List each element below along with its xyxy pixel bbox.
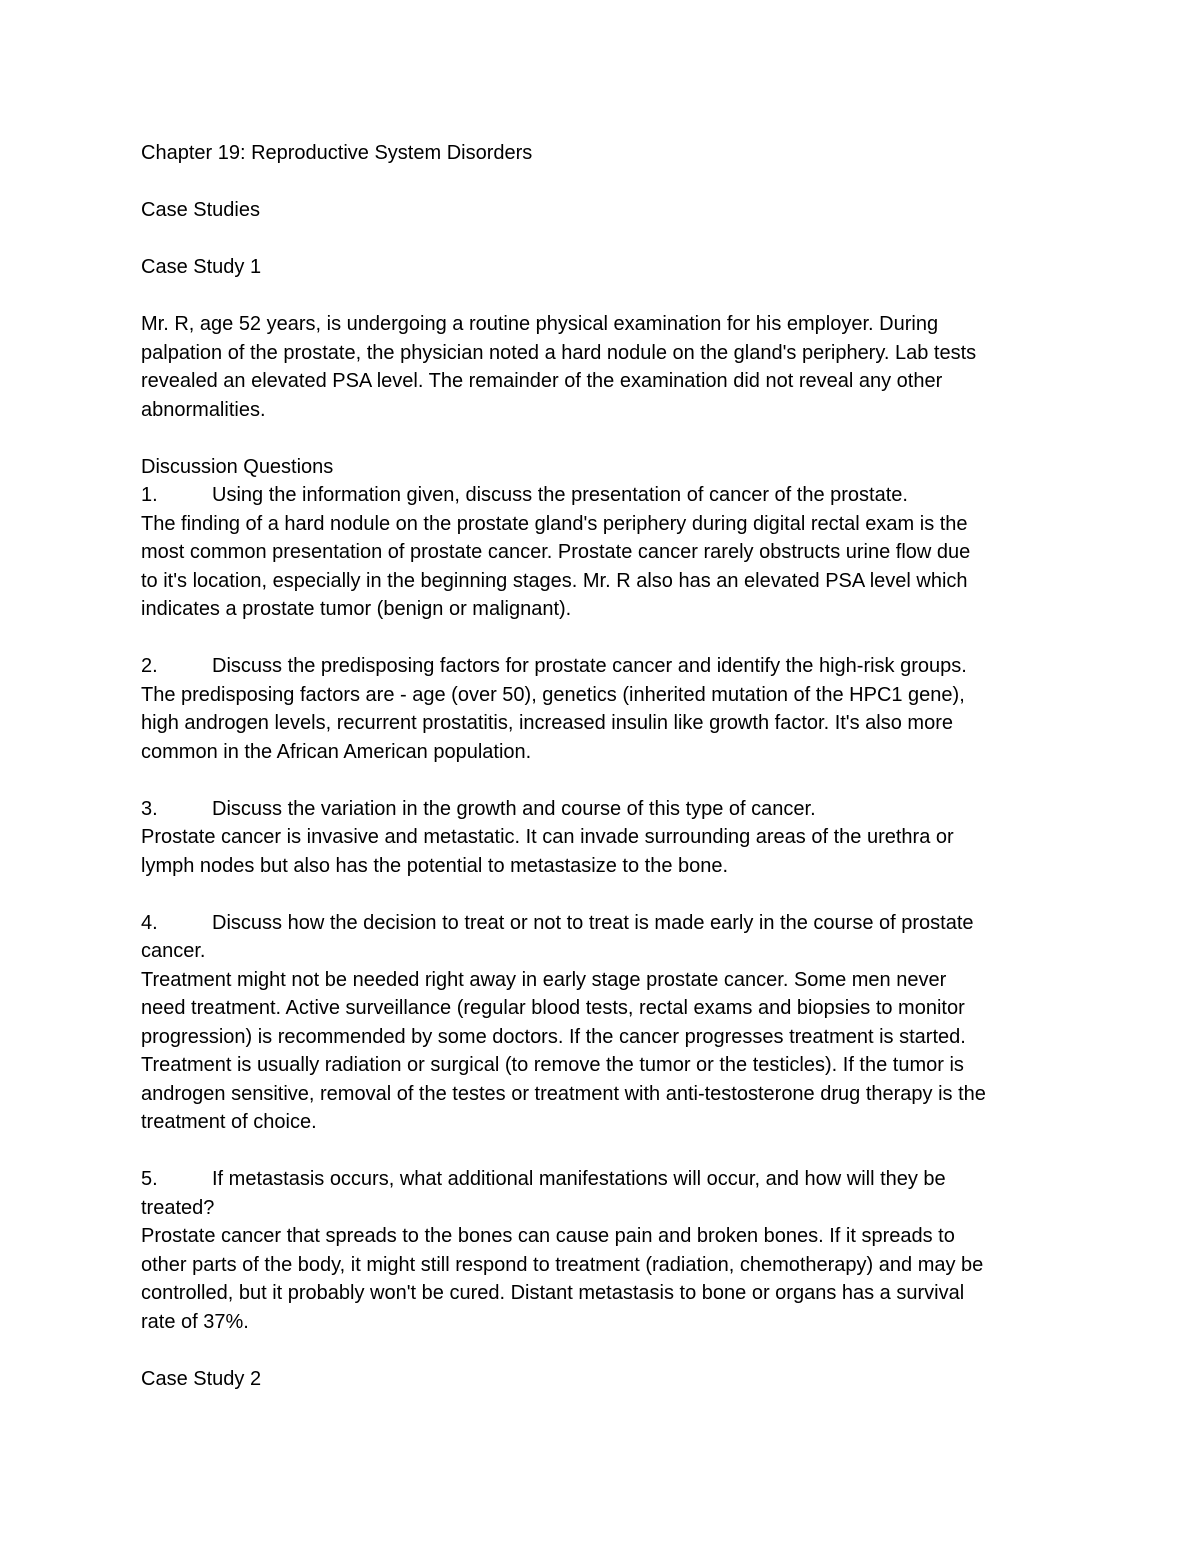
answer-line: rate of 37%. <box>141 1310 249 1333</box>
answer-line: Prostate cancer is invasive and metastatic. It can invade surrounding areas of the urethra or <box>141 826 954 848</box>
question-3 <box>141 795 1071 824</box>
question-number: 4. <box>141 911 158 934</box>
question-number: 5. <box>141 1168 158 1190</box>
question-2 <box>141 652 1071 681</box>
answer-line: controlled, but it probably won't be cured. Distant metastasis to bone or organs has a survival <box>141 1282 965 1304</box>
question-text-continued: treated? <box>141 1196 215 1219</box>
answer-line: androgen sensitive, removal of the testes or treatment with anti-testosterone drug therapy is the <box>141 1082 986 1105</box>
question-text: Discuss how the decision to treat or not to treat is made early in the course of prostate <box>212 911 974 934</box>
answer-line: lymph nodes but also has the potential to metastasize to the bone. <box>141 854 729 877</box>
answer-line: The predisposing factors are - age (over 50), genetics (inherited mutation of the HPC1 gene), <box>141 683 965 706</box>
scenario-line: abnormalities. <box>141 398 266 421</box>
answer-line: progression) is recommended by some doctors. If the cancer progresses treatment is started. <box>141 1025 966 1048</box>
answer-line: common in the African American population. <box>141 740 532 763</box>
question-4 <box>141 909 1071 938</box>
discussion-heading-text: Discussion Questions <box>141 455 334 478</box>
discussion-heading <box>141 453 1071 482</box>
scenario-line: Mr. R, age 52 years, is undergoing a routine physical examination for his employer. During <box>141 313 939 335</box>
question-text-continued: cancer. <box>141 940 206 962</box>
question-text: Discuss the predisposing factors for prostate cancer and identify the high-risk groups. <box>212 655 967 677</box>
question-block-5 <box>141 1165 1071 1336</box>
case-study-2-heading <box>141 1365 1071 1394</box>
question-text: Discuss the variation in the growth and course of this type of cancer. <box>212 797 816 820</box>
question-number: 1. <box>141 484 158 506</box>
question-text: If metastasis occurs, what additional manifestations will occur, and how will they be <box>212 1168 946 1190</box>
question-block-2 <box>141 652 1071 766</box>
answer-line: indicates a prostate tumor (benign or malignant). <box>141 598 572 620</box>
question-block-1 <box>141 481 1071 624</box>
answer-line: Treatment might not be needed right away in early stage prostate cancer. Some men never <box>141 968 947 991</box>
case-study-1-scenario <box>141 310 1071 424</box>
question-block-3 <box>141 795 1071 881</box>
answer-line: Treatment is usually radiation or surgical (to remove the tumor or the testicles). If the tumor is <box>141 1054 964 1076</box>
answer-line: need treatment. Active surveillance (regular blood tests, rectal exams and biopsies to monitor <box>141 997 965 1019</box>
question-5 <box>141 1165 1071 1194</box>
chapter-title <box>141 139 1071 168</box>
answer-line: Prostate cancer that spreads to the bones can cause pain and broken bones. If it spreads to <box>141 1225 955 1247</box>
scenario-line: palpation of the prostate, the physician noted a hard nodule on the gland's periphery. Lab tests <box>141 341 977 364</box>
answer-line: treatment of choice. <box>141 1111 317 1133</box>
document-page <box>141 139 1071 1393</box>
answer-line: other parts of the body, it might still respond to treatment (radiation, chemotherapy) and may be <box>141 1253 984 1276</box>
case-study-1-heading-text: Case Study 1 <box>141 256 262 278</box>
chapter-title-text: Chapter 19: Reproductive System Disorders <box>141 142 533 164</box>
question-number: 2. <box>141 655 158 677</box>
section-title-text: Case Studies <box>141 199 260 221</box>
question-1 <box>141 481 1071 510</box>
answer-line: high androgen levels, recurrent prostatitis, increased insulin like growth factor. It's also more <box>141 712 953 734</box>
answer-line: most common presentation of prostate cancer. Prostate cancer rarely obstructs urine flow due <box>141 541 971 563</box>
question-number: 3. <box>141 797 158 820</box>
case-study-1-heading <box>141 253 1071 282</box>
case-study-2-heading-text: Case Study 2 <box>141 1367 262 1390</box>
question-text: Using the information given, discuss the presentation of cancer of the prostate. <box>212 484 908 506</box>
question-block-4 <box>141 909 1071 1137</box>
answer-line: to it's location, especially in the beginning stages. Mr. R also has an elevated PSA level which <box>141 569 968 592</box>
answer-line: The finding of a hard nodule on the prostate gland's periphery during digital rectal exam is the <box>141 512 968 535</box>
scenario-line: revealed an elevated PSA level. The remainder of the examination did not reveal any other <box>141 370 943 392</box>
section-title <box>141 196 1071 225</box>
